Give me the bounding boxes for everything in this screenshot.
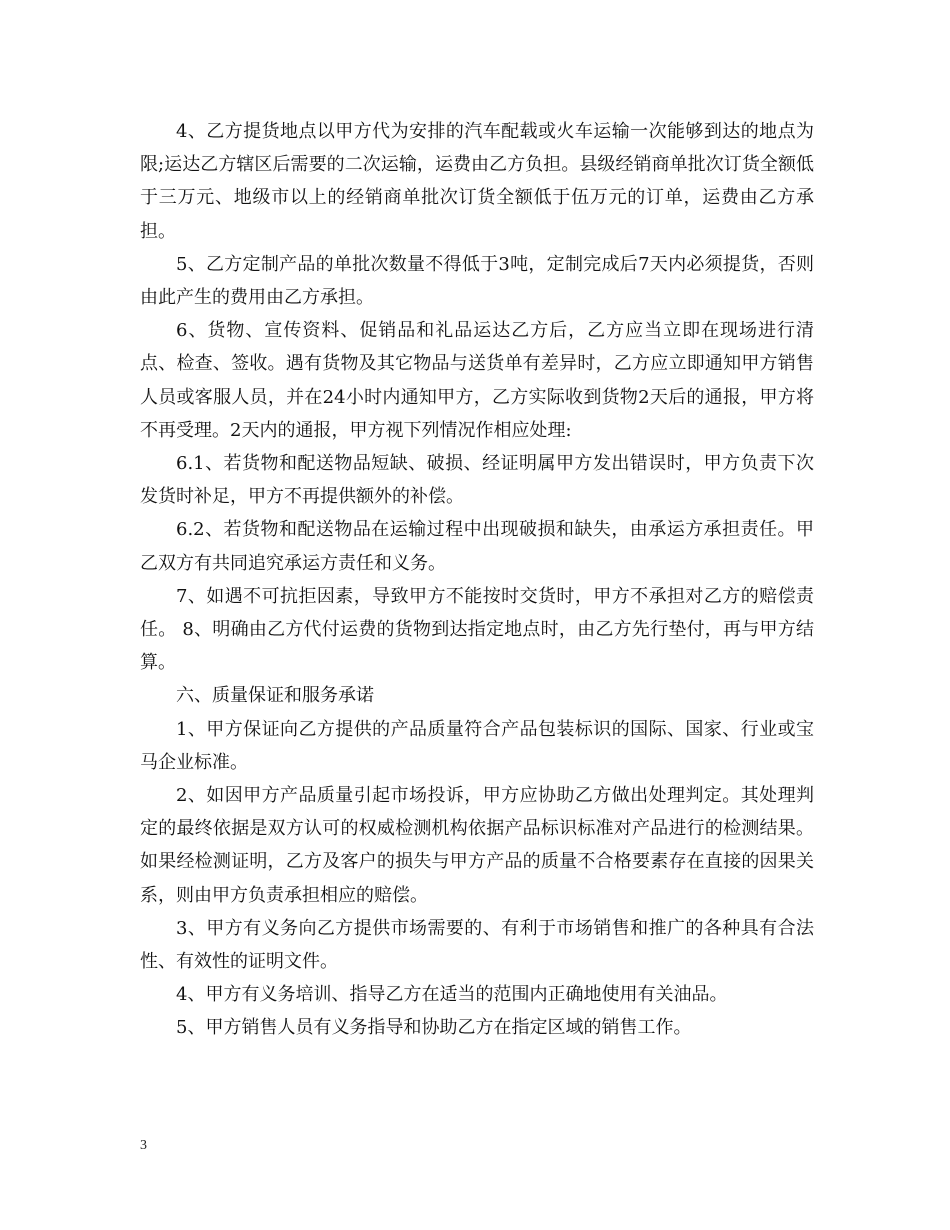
paragraph-training: 4、甲方有义务培训、指导乙方在适当的范围内正确地使用有关油品。 xyxy=(176,984,728,1006)
paragraph-transport-damage: 6.2、若货物和配送物品在运输过程中出现破损和缺失，由承运方承担责任。甲乙双方有共同追究承运方责任和义务。 xyxy=(140,519,814,574)
document-body xyxy=(140,115,814,1045)
paragraph-certificates: 3、甲方有义务向乙方提供市场需要的、有利于市场销售和推广的各种具有合法性、有效性的证明文件。 xyxy=(140,917,814,973)
paragraph-quality-standard: 1、甲方保证向乙方提供的产品质量符合产品包装标识的国际、国家、行业或宝马企业标准。 xyxy=(140,718,814,773)
paragraph-sales-guidance: 5、甲方销售人员有义务指导和协助乙方在指定区域的销售工作。 xyxy=(176,1017,692,1039)
paragraph-delivery-location: 4、乙方提货地点以甲方代为安排的汽车配载或火车运输一次能够到达的地点为限;运达乙方辖区后需要的二次运输，运费由乙方负担。县级经销商单批次订货全额低于三万元、地级市以上的经销商单批次订货全额低于伍万元的订单，运费由乙方承担。 xyxy=(140,121,814,242)
paragraph-shortage-handling: 6.1、若货物和配送物品短缺、破损、经证明属甲方发出错误时，甲方负责下次发货时补足，甲方不再提供额外的补偿。 xyxy=(140,453,814,508)
paragraph-complaint-handling: 2、如因甲方产品质量引起市场投诉，甲方应协助乙方做出处理判定。其处理判定的最终依据是双方认可的权威检测机构依据产品标识标准对产品进行的检测结果。如果经检测证明，乙方及客户的损失与甲方产品的质量不合格要素存在直接的因果关系，则由甲方负责承担相应的赔偿。 xyxy=(140,785,814,906)
paragraph-custom-products: 5、乙方定制产品的单批次数量不得低于3吨，定制完成后7天内必须提货，否则由此产生的费用由乙方承担。 xyxy=(140,253,814,309)
section-heading-quality-service: 六、质量保证和服务承诺 xyxy=(176,685,374,707)
paragraph-force-majeure: 7、如遇不可抗拒因素，导致甲方不能按时交货时，甲方不承担对乙方的赔偿责任。 8、明确由乙方代付运费的货物到达指定地点时，由乙方先行垫付，再与甲方结算。 xyxy=(140,585,814,674)
paragraph-goods-inspection: 6、货物、宣传资料、促销品和礼品运达乙方后，乙方应当立即在现场进行清点、检查、签收。遇有货物及其它物品与送货单有差异时，乙方应立即通知甲方销售人员或客服人员，并在24小时内通知甲方，乙方实际收到货物2天后的通报，甲方将不再受理。2天内的通报，甲方视下列情况作相应处理: xyxy=(140,320,814,441)
page-number: 3 xyxy=(140,1138,147,1153)
